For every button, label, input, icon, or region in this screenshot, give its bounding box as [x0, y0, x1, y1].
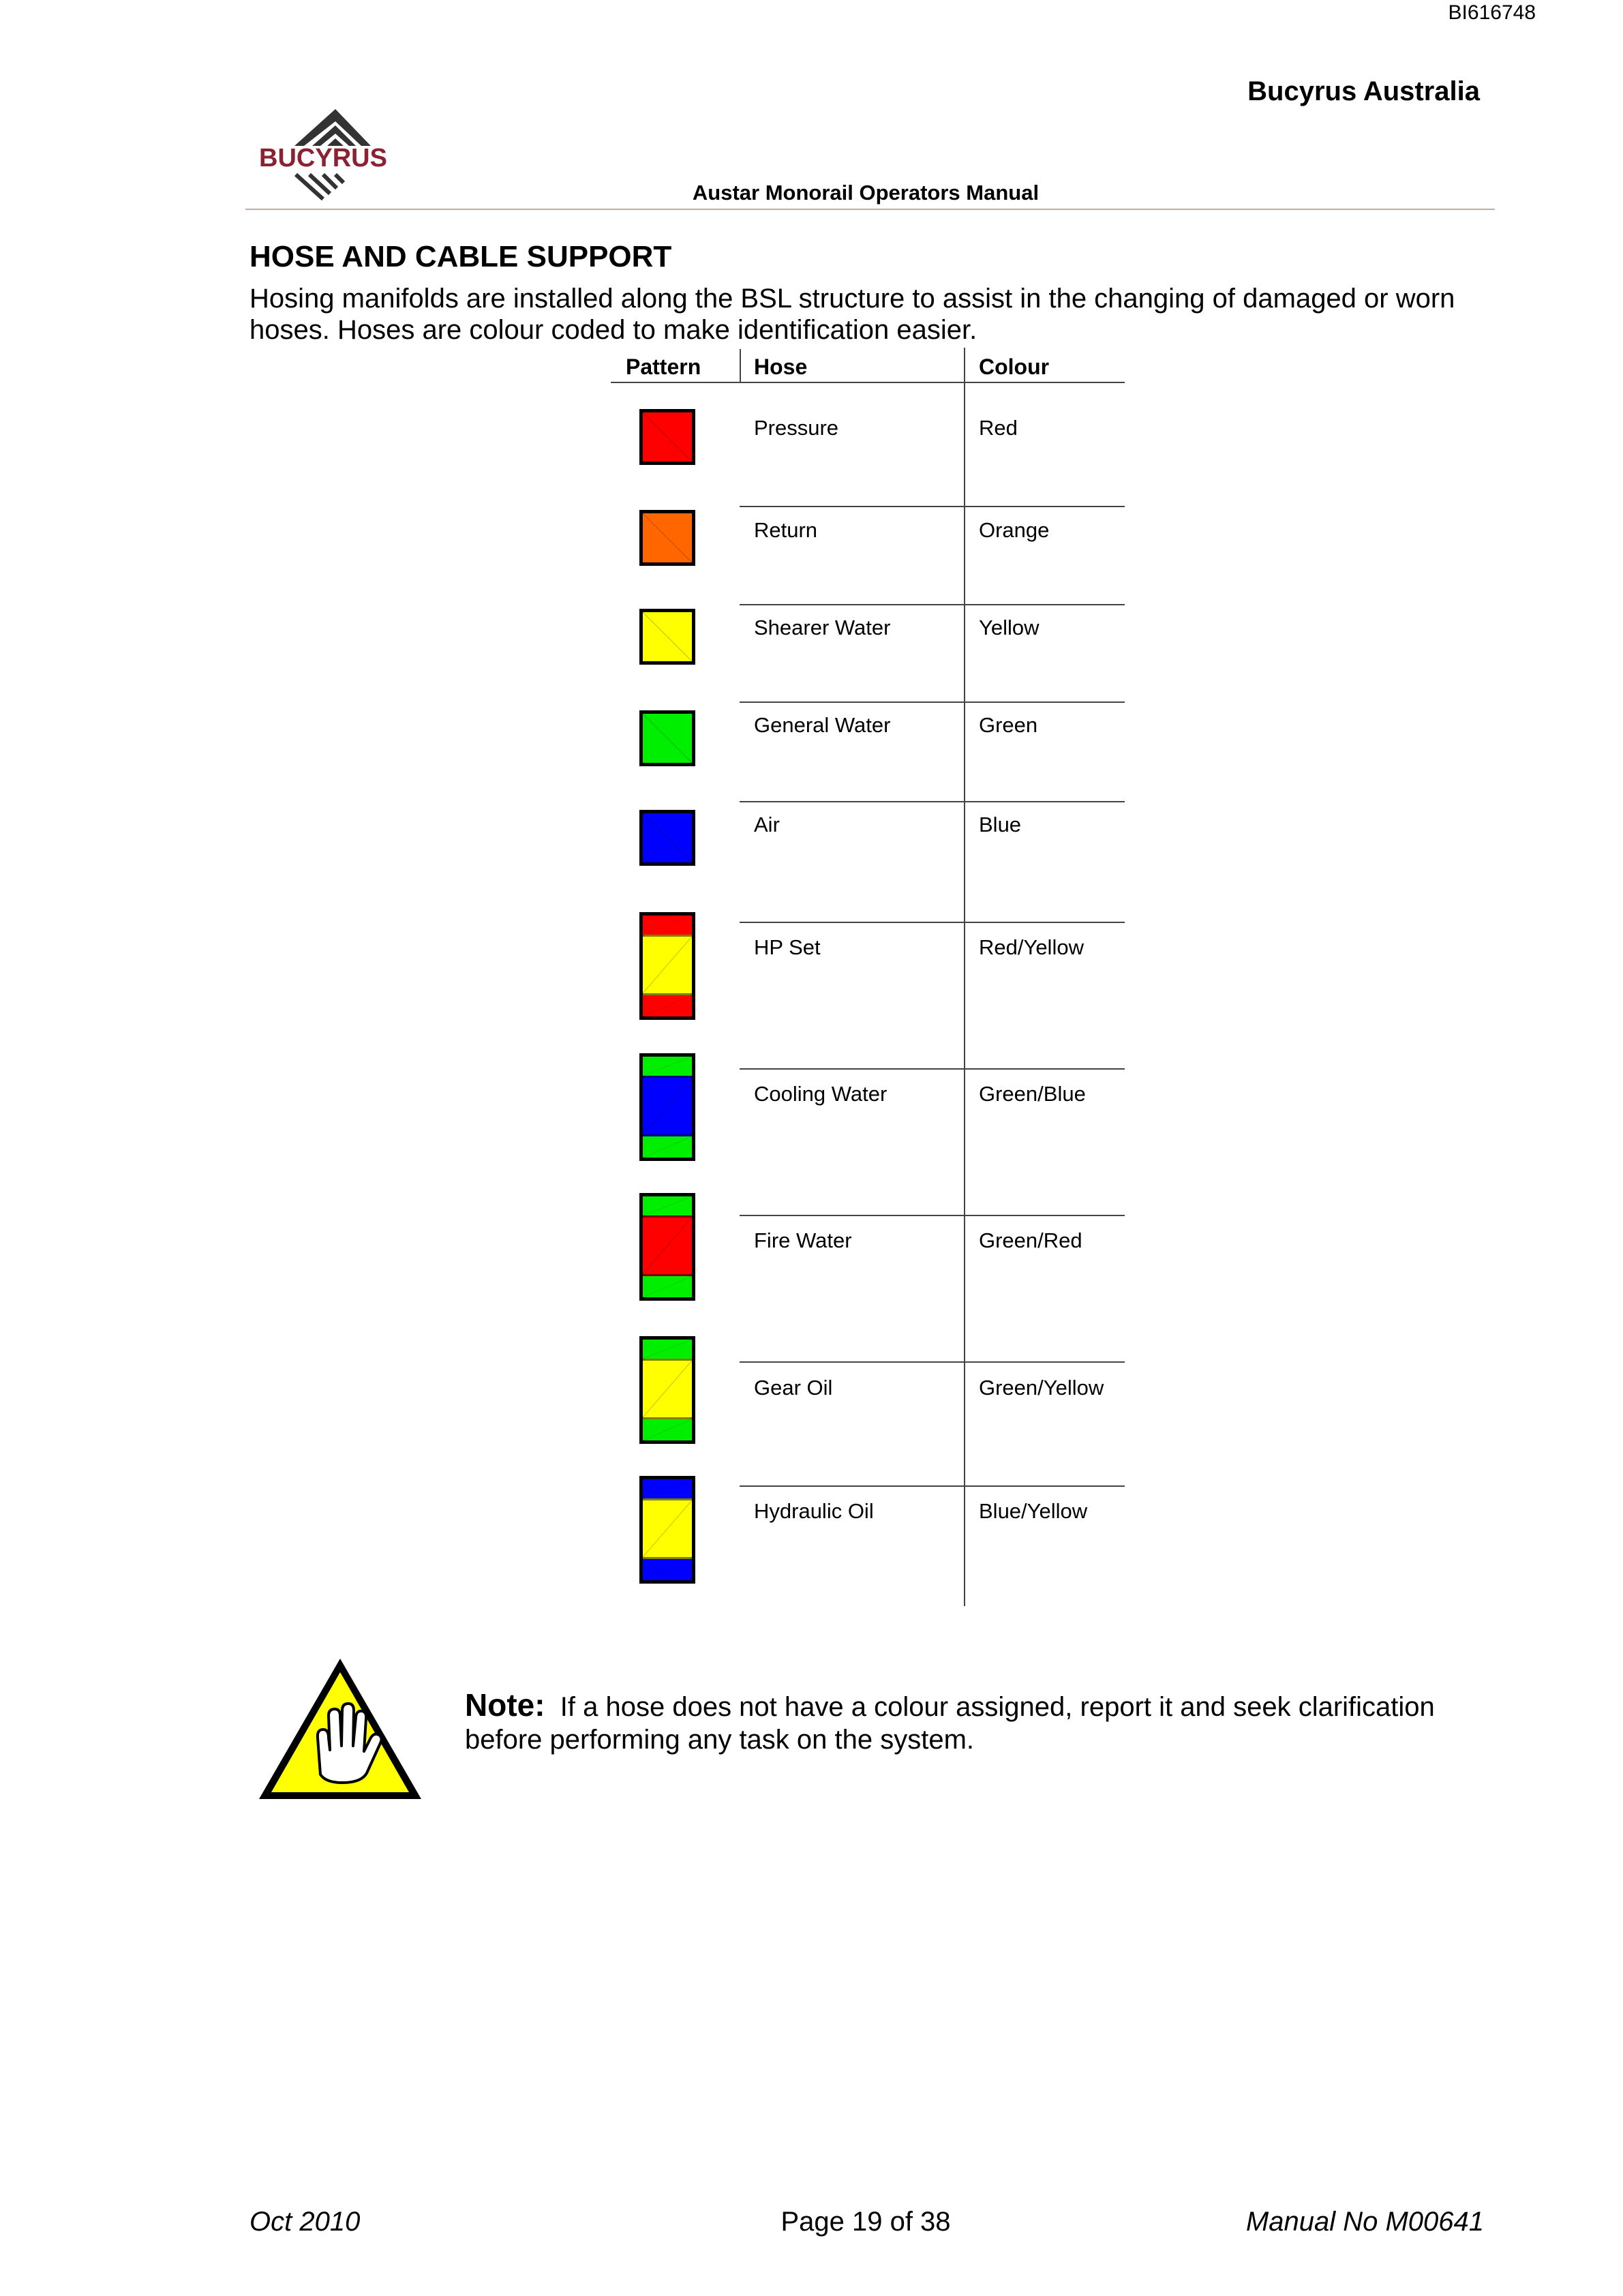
- hose-name-cell: Hydraulic Oil: [754, 1499, 874, 1523]
- hose-colour-cell: Red/Yellow: [979, 935, 1084, 959]
- logo-wordmark: BUCYRUS: [259, 144, 387, 172]
- hose-name-cell: Return: [754, 518, 818, 542]
- table-divider-pattern: [740, 349, 741, 383]
- column-header-pattern: Pattern: [626, 354, 701, 379]
- hose-name-cell: Pressure: [754, 416, 839, 440]
- swatch-stripe: [643, 1057, 692, 1076]
- footer-page-number: Page 19 of 38: [780, 2207, 951, 2237]
- table-row-divider: [740, 1361, 1125, 1363]
- hose-colour-swatch: [639, 912, 695, 1020]
- hose-colour-swatch: [639, 409, 695, 465]
- section-intro: Hosing manifolds are installed along the BSL structure to assist in the changing of damaged or worn hoses. Hoses are colour coded to make identification easier.: [249, 284, 1455, 345]
- swatch-stripe: [643, 1215, 692, 1275]
- hose-colour-cell: Blue: [979, 813, 1022, 836]
- hose-colour-cell: Orange: [979, 518, 1050, 542]
- swatch-stripe: [643, 1479, 692, 1498]
- table-row-divider: [740, 1215, 1125, 1216]
- table-row-divider: [740, 1068, 1125, 1070]
- hose-colour-cell: Green/Blue: [979, 1082, 1086, 1106]
- note-text: If a hose does not have a colour assigned, report it and seek clarification before performing any task on the system.: [465, 1692, 1435, 1755]
- column-header-colour: Colour: [979, 354, 1050, 379]
- footer-manual-number: Manual No M00641: [1245, 2207, 1484, 2237]
- company-name: Bucyrus Australia: [1247, 76, 1480, 106]
- hand-warning-icon: [255, 1653, 425, 1804]
- hose-colour-cell: Green/Yellow: [979, 1376, 1104, 1400]
- table-row-divider: [740, 1485, 1125, 1487]
- header-divider: [245, 209, 1495, 210]
- hose-colour-swatch: [639, 1053, 695, 1161]
- hose-colour-swatch: [639, 710, 695, 766]
- note-block: [465, 1689, 1501, 1756]
- hose-colour-swatch: [639, 510, 695, 566]
- note-label: Note:: [465, 1687, 545, 1723]
- table-header-rule: [611, 382, 1125, 383]
- swatch-stripe: [643, 916, 692, 935]
- hose-name-cell: General Water: [754, 713, 891, 737]
- hose-colour-swatch: [639, 810, 695, 866]
- hose-colour-swatch: [639, 1193, 695, 1301]
- table-row-divider: [740, 604, 1125, 605]
- hose-colour-swatch: [639, 1336, 695, 1444]
- hose-name-cell: Fire Water: [754, 1228, 852, 1252]
- hose-colour-cell: Blue/Yellow: [979, 1499, 1088, 1523]
- manual-title: Austar Monorail Operators Manual: [692, 181, 1040, 205]
- column-header-hose: Hose: [754, 354, 808, 379]
- hose-colour-cell: Green: [979, 713, 1038, 737]
- document-id: BI616748: [1448, 1, 1536, 24]
- hose-colour-cell: Yellow: [979, 616, 1040, 639]
- table-row-divider: [740, 701, 1125, 703]
- hose-colour-cell: Red: [979, 416, 1018, 440]
- swatch-stripe: [643, 1136, 692, 1158]
- hose-name-cell: Gear Oil: [754, 1376, 833, 1400]
- hose-colour-swatch: [639, 1476, 695, 1584]
- swatch-stripe: [643, 1340, 692, 1359]
- table-divider-hose: [964, 348, 965, 1606]
- swatch-stripe: [643, 1076, 692, 1136]
- hose-colour-swatch: [639, 609, 695, 665]
- swatch-stripe: [643, 1498, 692, 1558]
- table-row-divider: [740, 506, 1125, 507]
- swatch-stripe: [643, 995, 692, 1016]
- section-heading: HOSE AND CABLE SUPPORT: [249, 240, 672, 273]
- hose-name-cell: HP Set: [754, 935, 821, 959]
- table-row-divider: [740, 922, 1125, 923]
- hose-colour-cell: Green/Red: [979, 1228, 1082, 1252]
- swatch-stripe: [643, 935, 692, 995]
- swatch-stripe: [643, 1196, 692, 1215]
- footer-date: Oct 2010: [249, 2207, 361, 2237]
- swatch-stripe: [643, 1559, 692, 1580]
- swatch-stripe: [643, 1419, 692, 1440]
- hose-name-cell: Shearer Water: [754, 616, 891, 639]
- swatch-stripe: [643, 1359, 692, 1419]
- hose-name-cell: Cooling Water: [754, 1082, 888, 1106]
- table-row-divider: [740, 801, 1125, 802]
- swatch-stripe: [643, 1276, 692, 1297]
- hose-name-cell: Air: [754, 813, 780, 836]
